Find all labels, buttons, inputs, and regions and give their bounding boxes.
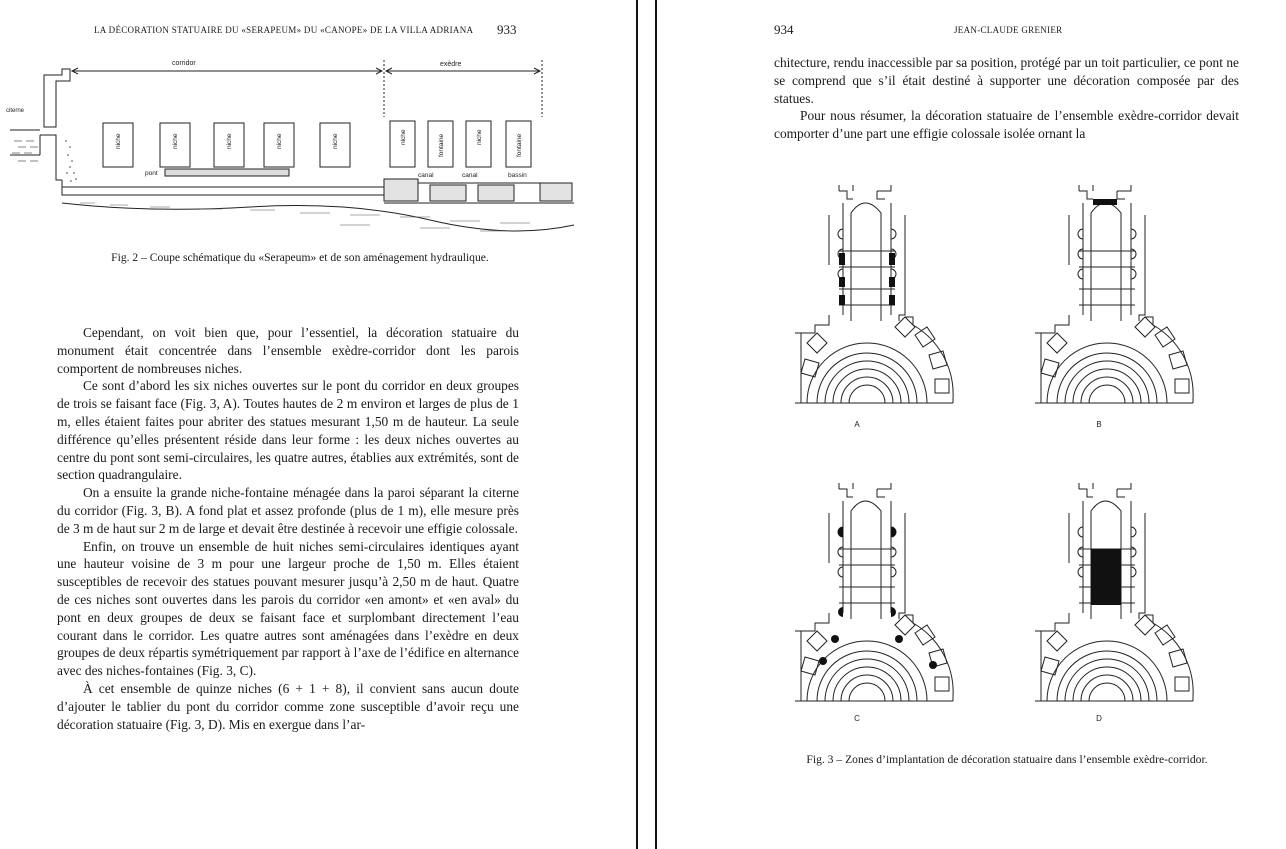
fig2-label-canal: canal [418, 172, 434, 179]
running-header-left: LA DÉCORATION STATUAIRE DU «SERAPEUM» DU «CANOPE» DE LA VILLA ADRIANA [94, 25, 474, 35]
fig3-label-b: B [1096, 420, 1102, 429]
left-page [0, 0, 636, 849]
fig2-label-exedre: exèdre [440, 61, 462, 68]
fig3-label-c: C [854, 714, 860, 723]
fig2-label-citerne: citerne [6, 108, 25, 114]
fig2-label-niche: niche [226, 133, 233, 149]
paragraph: À cet ensemble de quinze niches (6 + 1 + 8), il convient sans aucun doute d’ajouter le tablier du pont du corridor comme zone susceptible d’avoir reçu une décoration statuaire (Fig. 3, D). Mis en exergue dans l’ar- [57, 680, 519, 732]
fig2-label-niche: niche [115, 133, 122, 149]
fig3-panel-d [1035, 483, 1193, 701]
paragraph: On a ensuite la grande niche-fontaine ménagée dans la paroi séparant la citerne du corridor (Fig. 3, B). A fond plat et assez profonde (plus de 1 m), elle mesure près de 3 m de haut sur 2 m de large et devait être destinée à recevoir une effigie colossale. [57, 485, 519, 536]
fig2-label-niche: niche [172, 133, 179, 149]
fig2-label-bassin: bassin [508, 172, 527, 179]
fig2-label-niche: niche [332, 133, 339, 149]
page-number-right: 934 [774, 22, 794, 37]
right-page [657, 0, 1286, 849]
page-divider [636, 0, 638, 849]
fig3-label-a: A [854, 420, 860, 429]
fig3-panel-b [1035, 185, 1193, 403]
fig2-label-fontaine: fontaine [516, 133, 523, 157]
figure-3-plans [787, 185, 1227, 723]
figure-2-caption: Fig. 2 – Coupe schématique du «Serapeum» et de son aménagement hydraulique. [111, 251, 489, 264]
paragraph: Pour nous résumer, la décoration statuaire de l’ensemble exèdre-corridor devait comporter d’une part une effigie colossale isolée ornant la [774, 108, 1239, 142]
paragraph: Cependant, on voit bien que, pour l’essentiel, la décoration statuaire du monument était concentrée dans l’ensemble exèdre-corridor dont les parois comportent de nombreuses niches. [57, 325, 519, 376]
fig2-label-niche: niche [476, 129, 483, 145]
fig2-label-corridor: corridor [172, 60, 196, 67]
fig2-label-canal: canal [462, 172, 478, 179]
paragraph: chitecture, rendu inaccessible par sa position, protégé par un toit particulier, ce pont ne se comprend que s’il était destiné à supporter une décoration composée par des statues. [774, 55, 1239, 106]
figure-2-section-drawing [0, 55, 580, 240]
running-header-right: JEAN-CLAUDE GRENIER [954, 25, 1063, 35]
fig3-panel-c [795, 483, 953, 701]
fig2-label-niche: niche [400, 129, 407, 145]
fig2-label-pont: pont [145, 170, 158, 177]
paragraph: Enfin, on trouve un ensemble de huit niches semi-circulaires identiques ayant une hauteur voisine de 3 m pour une largeur proche de 1,50 m. Elles étaient susceptibles de recevoir des statues pouvant mesurer jusqu’à 2,50 m de haut. Quatre de ces niches sont ouvertes dans les parois du corridor «en amont» et «en aval» du pont en deux groupes de deux se faisant face et surplombant directement l’eau courant dans le corridor. Les quatre autres sont aménagées dans l’exèdre en deux groupes de deux répartis symétriquement par rapport à l’axe de l’édifice en alternance avec des niches-fontaines (Fig. 3, C). [57, 538, 519, 679]
left-body-text [57, 324, 519, 733]
figure-3-caption: Fig. 3 – Zones d’implantation de décoration statuaire dans l’ensemble exèdre-corridor. [806, 753, 1208, 766]
fig2-label-niche: niche [276, 133, 283, 149]
fig3-panel-a [795, 185, 953, 403]
paragraph: Ce sont d’abord les six niches ouvertes sur le pont du corridor en deux groupes de trois se faisant face (Fig. 3, A). Toutes hautes de 2 m environ et larges de plus de 1 m, elles étaient faites pour abriter des statues mesurant 1,50 m de hauteur. La seule différence qu’elles présentent réside dans leur forme : les deux niches ouvertes au centre du pont sont semi-circulaires, les quatre autres, établies aux extrémités, sont de section quadrangulaire. [57, 378, 519, 483]
page-number-left: 933 [497, 22, 517, 37]
fig2-label-fontaine: fontaine [438, 133, 445, 157]
fig3-label-d: D [1096, 714, 1102, 723]
right-body-text [774, 54, 1239, 143]
